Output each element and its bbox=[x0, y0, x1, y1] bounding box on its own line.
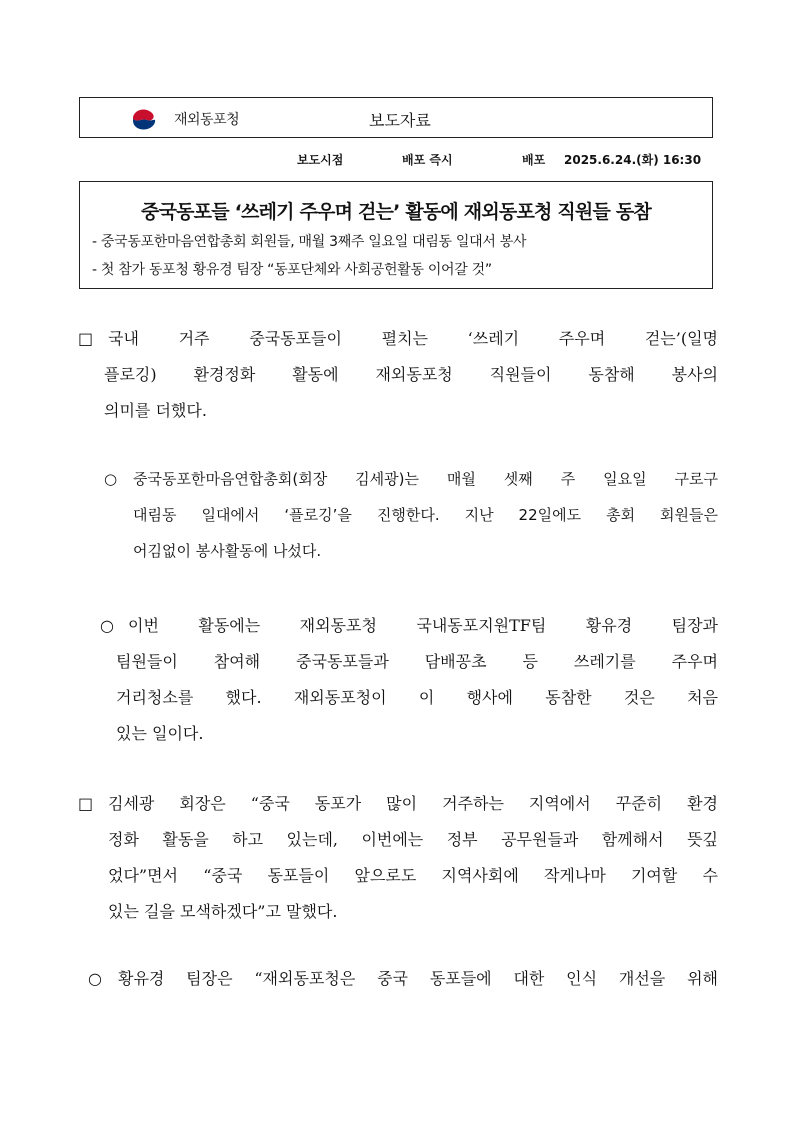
paragraph-4 bbox=[78, 786, 718, 930]
paragraph-line: 팀원들이 참여해 중국동포들과 담배꽁초 등 쓰레기를 주우며 bbox=[116, 652, 718, 671]
paragraph-line: 플로깅) 환경정화 활동에 재외동포청 직원들이 동참해 봉사의 bbox=[104, 365, 718, 384]
distribution-label: 배포 bbox=[522, 153, 546, 167]
circle-bullet: ○ bbox=[104, 470, 118, 488]
paragraph-line: 어김없이 봉사활동에 나섰다. bbox=[133, 542, 322, 560]
org-name: 재외동포청 bbox=[174, 112, 240, 128]
distribution-date: 2025.6.24.(화) 16:30 bbox=[564, 153, 702, 167]
paragraph-line: 거리청소를 했다. 재외동포청이 이 행사에 동참한 것은 처음 bbox=[116, 688, 718, 707]
press-header bbox=[79, 97, 713, 138]
paragraph-line: 있는 길을 모색하겠다”고 말했다. bbox=[108, 902, 338, 921]
circle-bullet: ○ bbox=[88, 969, 102, 988]
release-time-label: 보도시점 bbox=[297, 153, 344, 167]
paragraph-line: 황유경 팀장은 “재외동포청은 중국 동포들에 대한 인식 개선을 위해 bbox=[118, 969, 718, 988]
circle-bullet: ○ bbox=[100, 616, 114, 635]
square-bullet: □ bbox=[78, 329, 94, 348]
paragraph-line: 정화 활동을 하고 있는데, 이번에는 정부 공무원들과 함께해서 뜻깊 bbox=[108, 830, 718, 849]
paragraph-line: 대림동 일대에서 ‘플로깅’을 진행한다. 지난 22일에도 총회 회원들은 bbox=[133, 506, 718, 524]
doc-type: 보도자료 bbox=[369, 111, 431, 130]
paragraph-line: 중국동포한마음연합총회(회장 김세광)는 매월 셋째 주 일요일 구로구 bbox=[133, 470, 718, 488]
paragraph-5 bbox=[88, 961, 718, 997]
square-bullet: □ bbox=[78, 794, 94, 813]
subheadline-2: - 첫 참가 동포청 황유경 팀장 “동포단체와 사회공헌활동 이어갈 것” bbox=[92, 262, 492, 278]
release-time-value: 배포 즉시 bbox=[402, 153, 453, 167]
paragraph-line: 었다”면서 “중국 동포들이 앞으로도 지역사회에 작게나마 기여할 수 bbox=[108, 866, 718, 885]
paragraph-line: 국내 거주 중국동포들이 펼치는 ‘쓰레기 주우며 걷는’(일명 bbox=[108, 329, 718, 348]
paragraph-3 bbox=[100, 608, 718, 752]
headline: 중국동포들 ‘쓰레기 주우며 걷는’ 활동에 재외동포청 직원들 동참 bbox=[141, 201, 651, 223]
taegeuk-logo-icon bbox=[130, 105, 158, 133]
paragraph-line: 이번 활동에는 재외동포청 국내동포지원TF팀 황유경 팀장과 bbox=[128, 616, 718, 635]
paragraph-1 bbox=[78, 321, 718, 429]
release-info bbox=[0, 151, 793, 169]
subheadline-1: - 중국동포한마음연합총회 회원들, 매월 3째주 일요일 대림동 일대서 봉사 bbox=[92, 234, 527, 250]
paragraph-line: 의미를 더했다. bbox=[104, 401, 207, 420]
paragraph-line: 있는 일이다. bbox=[116, 724, 204, 743]
paragraph-line: 김세광 회장은 “중국 동포가 많이 거주하는 지역에서 꾸준히 환경 bbox=[108, 794, 718, 813]
paragraph-2 bbox=[104, 461, 718, 569]
title-box bbox=[79, 181, 713, 289]
